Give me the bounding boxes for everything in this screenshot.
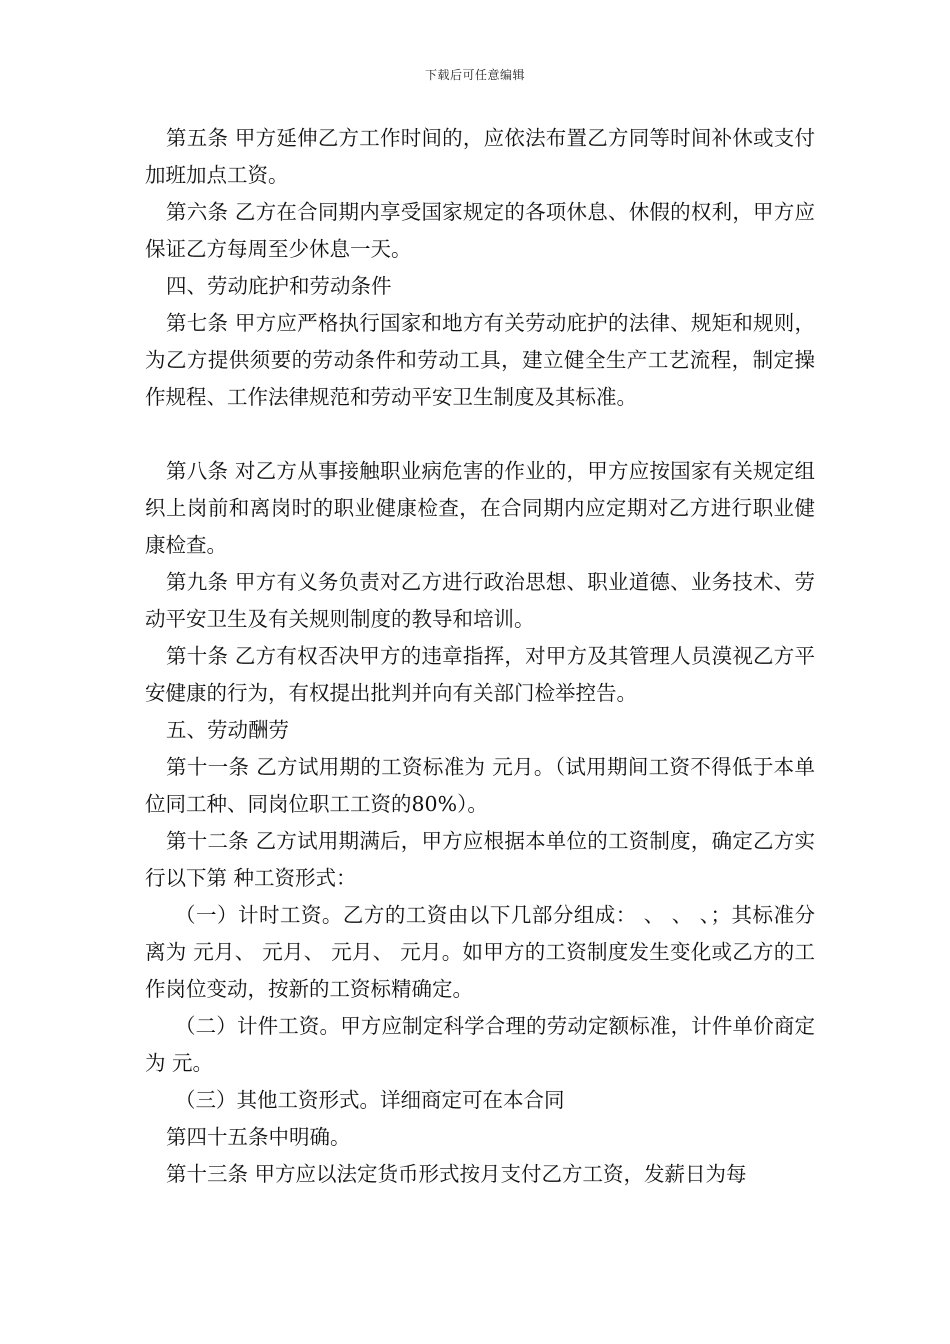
article-12: 第十二条 乙方试用期满后，甲方应根据本单位的工资制度，确定乙方实行以下第 种工资形式： (145, 829, 815, 890)
document-body (145, 120, 815, 1193)
article-5: 第五条 甲方延伸乙方工作时间的，应依法布置乙方同等时间补休或支付加班加点工资。 (145, 126, 815, 187)
page-header: 下载后可任意编辑 (424, 68, 525, 82)
wage-form-1: （一）计时工资。乙方的工资由以下几部分组成： 、 、 、；其标准分离为 元月、 元月、 元月、 元月。如甲方的工资制度发生变化或乙方的工作岗位变动，按新的工资标精确定。 (145, 903, 815, 1001)
wage-form-3-continued: 第四十五条中明确。 (166, 1125, 351, 1149)
section-heading-4: 四、劳动庇护和劳动条件 (166, 274, 392, 298)
article-7: 第七条 甲方应严格执行国家和地方有关劳动庇护的法律、规矩和规则，为乙方提供须要的劳动条件和劳动工具，建立健全生产工艺流程，制定操作规程、工作法律规范和劳动平安卫生制度及其标准。 (145, 311, 815, 409)
wage-form-2: （二）计件工资。甲方应制定科学合理的劳动定额标准，计件单价商定为 元。 (145, 1014, 815, 1075)
article-8: 第八条 对乙方从事接触职业病危害的作业的，甲方应按国家有关规定组织上岗前和离岗时的职业健康检查，在合同期内应定期对乙方进行职业健康检查。 (145, 459, 815, 557)
article-11: 第十一条 乙方试用期的工资标准为 元月。（试用期间工资不得低于本单位同工种、同岗位职工工资的80%）。 (145, 755, 815, 816)
article-9: 第九条 甲方有义务负责对乙方进行政治思想、职业道德、业务技术、劳动平安卫生及有关规则制度的教导和培训。 (145, 570, 815, 631)
article-10: 第十条 乙方有权否决甲方的违章指挥，对甲方及其管理人员漠视乙方平安健康的行为，有权提出批判并向有关部门检举控告。 (145, 644, 815, 705)
article-13: 第十三条 甲方应以法定货币形式按月支付乙方工资，发薪日为每 (166, 1162, 747, 1186)
section-heading-5: 五、劳动酬劳 (166, 718, 289, 742)
blank-line (145, 416, 815, 453)
wage-form-3: （三）其他工资形式。详细商定可在本合同 (175, 1088, 565, 1112)
article-6: 第六条 乙方在合同期内享受国家规定的各项休息、休假的权利，甲方应保证乙方每周至少休息一天。 (145, 200, 815, 261)
